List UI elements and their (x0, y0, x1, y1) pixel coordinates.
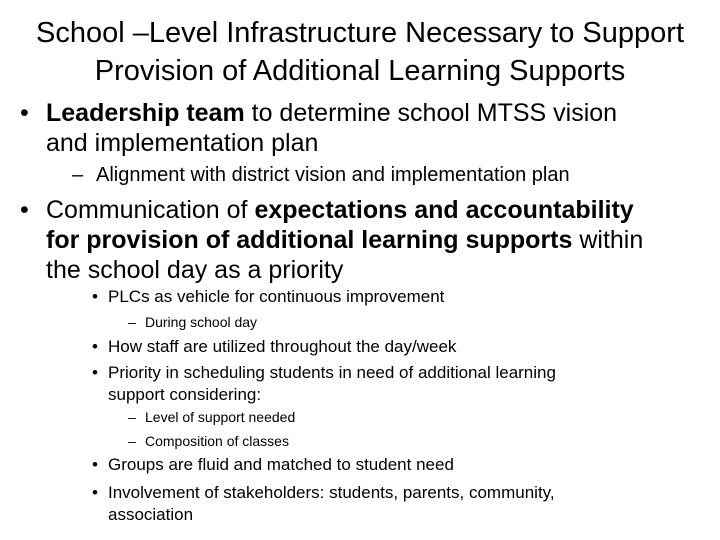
bullet-icon: • (92, 363, 98, 382)
sub-bullet-text: Composition of classes (145, 433, 289, 449)
bullet-plcs (92, 286, 444, 308)
bullet-icon: • (92, 455, 98, 474)
bullet-line: the school day as a priority (46, 256, 344, 284)
sub-bullet-text: Level of support needed (145, 409, 296, 425)
bullet-line: Priority in scheduling students in need of additional learning (108, 363, 556, 382)
dash-icon: – (72, 164, 84, 186)
bullet-priority-scheduling (92, 362, 556, 406)
bullet-communication (20, 195, 643, 285)
dash-icon: – (128, 433, 136, 449)
bullet-icon: • (20, 196, 29, 224)
bullet-icon: • (20, 99, 29, 127)
bullet-line: support considering: (108, 385, 262, 404)
bullet-stakeholder-involvement (92, 482, 555, 526)
bullet-line: and implementation plan (46, 129, 319, 157)
bullet-line (20, 98, 617, 128)
bullet-text: How staff are utilized throughout the day/week (108, 337, 457, 356)
bullet-staff-utilization (92, 336, 456, 358)
bullet-line (20, 225, 643, 255)
bold-text: Leadership team (46, 99, 245, 127)
bold-text: expectations and accountability (254, 196, 634, 224)
text: within (572, 226, 644, 254)
sub-bullet-text: During school day (145, 314, 258, 330)
text: to determine school MTSS vision (244, 99, 618, 127)
bullet-text: Groups are fluid and matched to student need (108, 455, 454, 474)
sub-bullet-level-of-support (128, 408, 295, 426)
dash-icon: – (128, 314, 136, 330)
sub-bullet-during-school-day (128, 313, 257, 331)
bullet-leadership-team (20, 98, 617, 158)
dash-icon: – (128, 409, 136, 425)
bullet-line: association (108, 505, 194, 524)
bullet-text: PLCs as vehicle for continuous improvement (108, 287, 445, 306)
title-line-2: Provision of Additional Learning Supports (94, 55, 626, 87)
title-line-1: School –Level Infrastructure Necessary to Support (36, 17, 684, 49)
bullet-groups-fluid (92, 454, 454, 476)
sub-bullet-composition-of-classes (128, 432, 289, 450)
bullet-line (20, 195, 643, 225)
sub-bullet-alignment (72, 163, 570, 187)
text: Communication of (46, 196, 255, 224)
sub-bullet-text: Alignment with district vision and implementation plan (96, 164, 570, 186)
bold-text: for provision of additional learning supports (46, 226, 573, 254)
bullet-icon: • (92, 287, 98, 306)
bullet-line: Involvement of stakeholders: students, parents, community, (108, 483, 555, 502)
bullet-icon: • (92, 337, 98, 356)
bullet-icon: • (92, 483, 98, 502)
slide-title (20, 14, 700, 90)
